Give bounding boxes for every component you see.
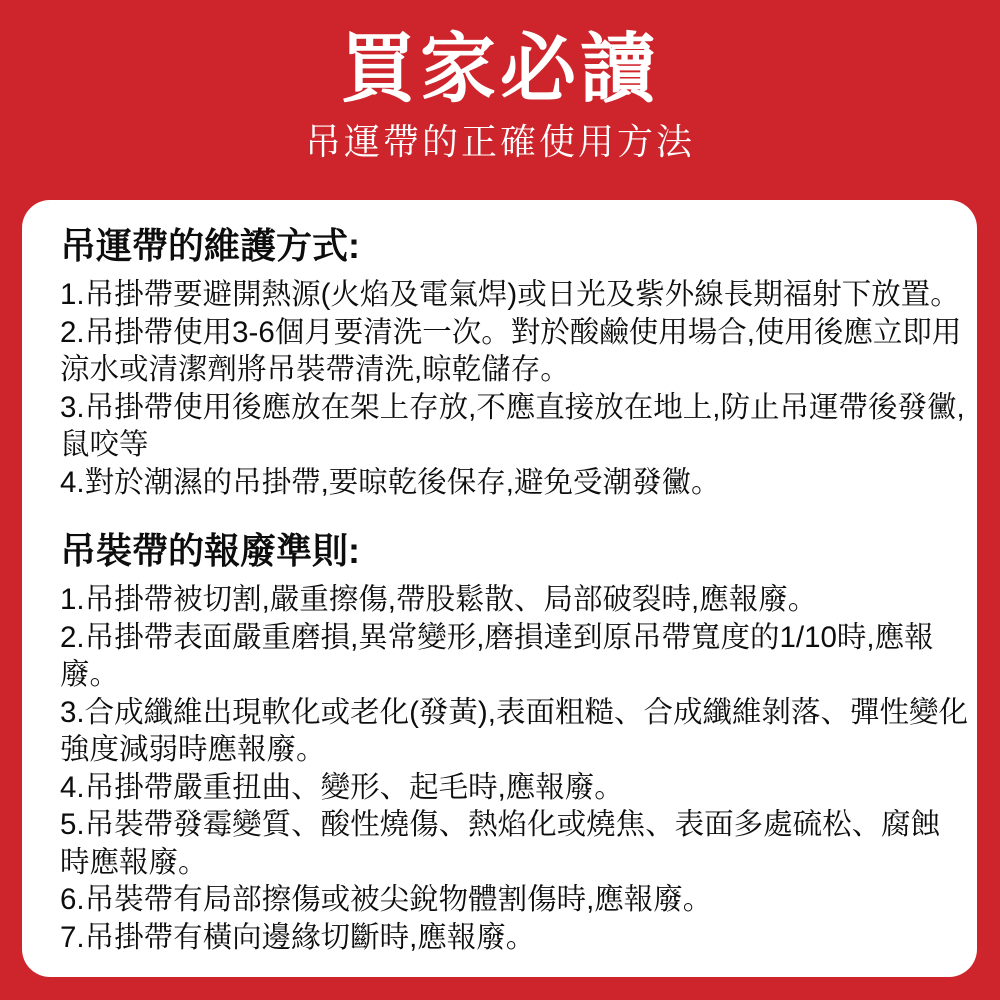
scrapping-rule-2: 2.吊掛帶表面嚴重磨損,異常變形,磨損達到原吊帶寬度的1/10時,應報廢。 [60,620,934,692]
scrapping-rule-6: 6.吊裝帶有局部擦傷或被尖銳物體割傷時,應報廢。 [60,883,713,917]
scrapping-rule-7: 7.吊掛帶有橫向邊緣切斷時,應報廢。 [60,920,536,954]
maintenance-rule-3: 3.吊掛帶使用後應放在架上存放,不應直接放在地上,防止吊運帶後發黴,鼠咬等 [60,390,965,462]
maintenance-rule-1: 1.吊掛帶要避開熱源(火焰及電氣焊)或日光及紫外線長期福射下放置。 [60,278,960,312]
maintenance-rule-2: 2.吊掛帶使用3-6個月要清洗一次。對於酸鹼使用場合,使用後應立即用涼水或清潔劑將吊裝帶清洗,晾乾儲存。 [60,315,962,387]
scrapping-rule-list [60,581,969,956]
scrapping-rule-4: 4.吊掛帶嚴重扭曲、變形、起毛時,應報廢。 [60,770,624,804]
page-subtitle: 吊運帶的正確使用方法 [304,120,695,162]
section-heading-maintenance: 吊運帶的維護方式: [60,225,360,266]
scrapping-rule-5: 5.吊裝帶發霉變質、酸性燒傷、熱焰化或燒焦、表面多處硫松、腐蝕時應報廢。 [60,808,941,879]
scrapping-rule-1: 1.吊掛帶被切割,嚴重擦傷,帶股鬆散、局部破裂時,應報廢。 [60,583,818,617]
content-card [22,200,977,977]
section-heading-scrapping: 吊裝帶的報廢準則: [60,530,360,572]
header [0,0,1000,161]
scrapping-rule-3: 3.合成纖維出現軟化或老化(發黃),表面粗糙、合成纖維剝落、彈性變化強度減弱時應報廢。 [60,695,968,767]
maintenance-rule-list [60,276,969,501]
page-title: 買家必讀 [340,27,660,112]
maintenance-rule-4: 4.對於潮濕的吊掛帶,要晾乾後保存,避免受潮發黴。 [60,465,721,499]
